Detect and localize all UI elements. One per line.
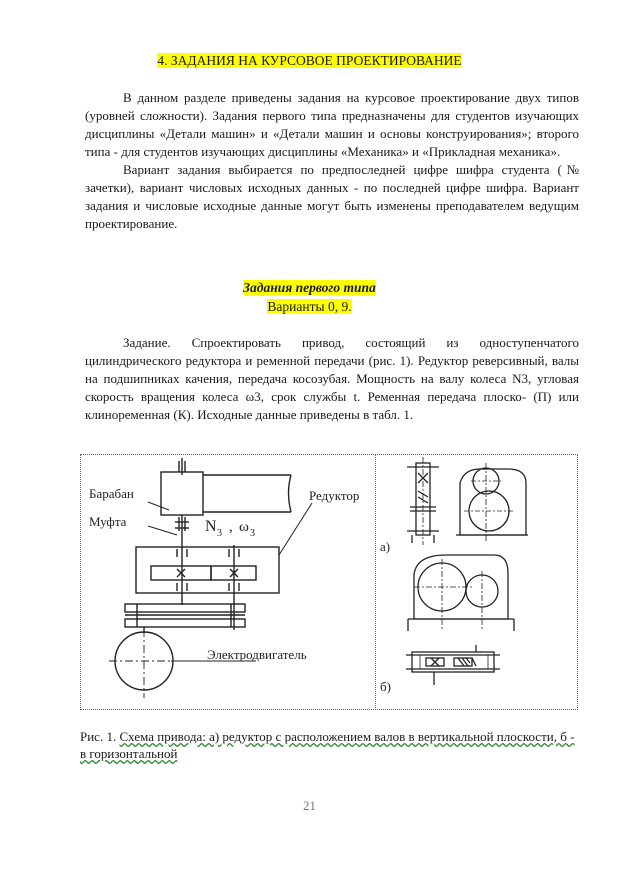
label-variant-b: б) — [380, 679, 391, 694]
label-power-n: N — [205, 518, 217, 535]
svg-text:,: , — [229, 519, 233, 535]
task-block — [85, 334, 579, 424]
figure-caption — [80, 728, 580, 762]
label-drum: Барабан — [89, 486, 134, 501]
label-power-sub: 3 — [217, 528, 222, 539]
intro-paragraph-1: В данном разделе приведены задания на курсовое проектирование двух типов (уровней сложности). Задания первого типа предназначены для студентов изучающих дисциплины «Детали машин» и «Детали машин и основы конструирования»; второго типа - для студентов изучающих дисциплины «Механика» и «Прикладная механика». — [85, 90, 579, 159]
label-omega: ω — [239, 519, 249, 535]
task-type-heading — [0, 278, 619, 316]
intro-block — [85, 89, 579, 233]
variants-line: Варианты 0, 9. — [267, 299, 352, 314]
caption-text: Схема привода: а) редуктор с расположением валов в вертикальной плоскости, б - в горизонтальной — [80, 729, 575, 761]
label-variant-a: а) — [380, 539, 391, 554]
caption-prefix: Рис. 1. — [80, 729, 120, 744]
label-reducer: Редуктор — [309, 488, 360, 503]
label-omega-sub: 3 — [250, 528, 255, 539]
intro-paragraph-2: Вариант задания выбирается по предпоследней цифре шифра студента (№ зачетки), вариант числовых исходных данных - по последней цифре шифра. Вариант задания и числовые исходные данные могут быть изменены преподавателем ведущим проектирование. — [85, 162, 579, 231]
task-type-title: Задания первого типа — [243, 280, 376, 295]
drive-scheme-diagram — [81, 455, 375, 708]
section-heading-text: 4. ЗАДАНИЯ НА КУРСОВОЕ ПРОЕКТИРОВАНИЕ — [157, 53, 462, 68]
reducer-variants-diagram — [376, 455, 574, 708]
task-paragraph: Задание. Спроектировать привод, состоящий из одноступенчатого цилиндрического редуктора и ременной передачи (рис. 1). Редуктор реверсивный, валы на подшипниках качения, передача косозубая. Мощность на валу колеса N3, угловая скорость вращения колеса ω3, срок службы t. Ременная передача плоско- (П) или клиноременная (К). Исходные данные приведены в табл. 1. — [85, 335, 579, 422]
label-coupling: Муфта — [89, 514, 127, 529]
label-motor: Электродвигатель — [207, 647, 307, 662]
section-heading — [0, 53, 619, 69]
page-number: 21 — [303, 798, 316, 813]
